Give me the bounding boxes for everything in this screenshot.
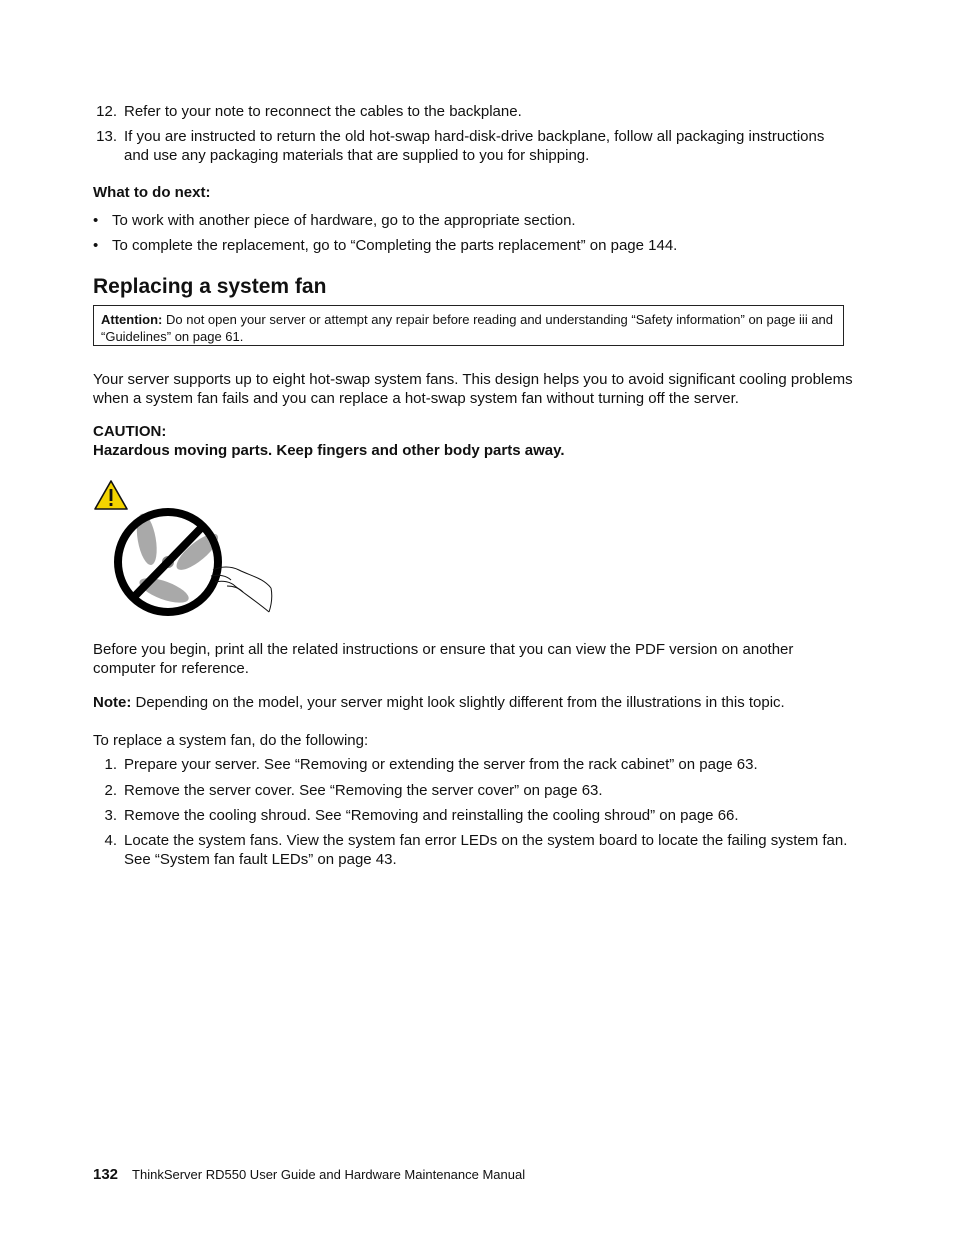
moving-parts-hazard-icon: [93, 478, 273, 620]
note-text: Depending on the model, your server might look slightly different from the illustrations in this topic.: [135, 694, 785, 711]
step-number: 3.: [104, 807, 117, 824]
warning-triangle-icon: [95, 481, 127, 509]
next-item-text: To work with another piece of hardware, go to the appropriate section.: [112, 212, 576, 229]
step-number: 4.: [104, 832, 117, 849]
next-item-text: To complete the replacement, go to “Completing the parts replacement” on page 144.: [112, 237, 678, 254]
before-you-begin-paragraph: Before you begin, print all the related instructions or ensure that you can view the PDF version on another computer for reference.: [93, 641, 794, 677]
step-number: 2.: [104, 782, 117, 799]
page-number: 132: [93, 1166, 119, 1183]
step-text: If you are instructed to return the old hot-swap hard-disk-drive backplane, follow all packaging instructions and use any packaging materials that are supplied to you for shipping.: [124, 128, 825, 164]
note-label: Note:: [93, 694, 132, 711]
attention-text: Do not open your server or attempt any repair before reading and understanding “Safety information” on page iii and “Guidelines” on page 61.: [101, 312, 834, 344]
step-number: 12.: [96, 103, 117, 120]
bullet: •: [93, 237, 99, 254]
step-text: Prepare your server. See “Removing or extending the server from the rack cabinet” on page 63.: [124, 756, 758, 773]
attention-box: [93, 305, 844, 346]
step-text: Locate the system fans. View the system fan error LEDs on the system board to locate the failing system fan. See “System fan fault LEDs” on page 43.: [124, 832, 848, 868]
procedure-intro: To replace a system fan, do the following:: [93, 732, 369, 749]
intro-paragraph: Your server supports up to eight hot-swap system fans. This design helps you to avoid significant cooling problems when a system fan fails and you can replace a hot-swap system fan without turning off the server.: [93, 371, 853, 407]
what-to-do-next-heading: What to do next:: [93, 184, 211, 201]
document-title: ThinkServer RD550 User Guide and Hardware Maintenance Manual: [132, 1167, 526, 1182]
note-paragraph: [93, 693, 853, 712]
page-footer: [93, 1165, 525, 1185]
step-text: Refer to your note to reconnect the cables to the backplane.: [124, 103, 522, 120]
caution-label: CAUTION:: [93, 423, 167, 440]
caution-text: Hazardous moving parts. Keep fingers and other body parts away.: [93, 442, 565, 459]
bullet: •: [93, 212, 99, 229]
section-title: Replacing a system fan: [93, 275, 327, 298]
attention-label: Attention:: [101, 312, 163, 327]
step-number: 1.: [104, 756, 117, 773]
step-number: 13.: [96, 128, 117, 145]
step-text: Remove the cooling shroud. See “Removing and reinstalling the cooling shroud” on page 66.: [124, 807, 739, 824]
step-text: Remove the server cover. See “Removing the server cover” on page 63.: [124, 782, 603, 799]
